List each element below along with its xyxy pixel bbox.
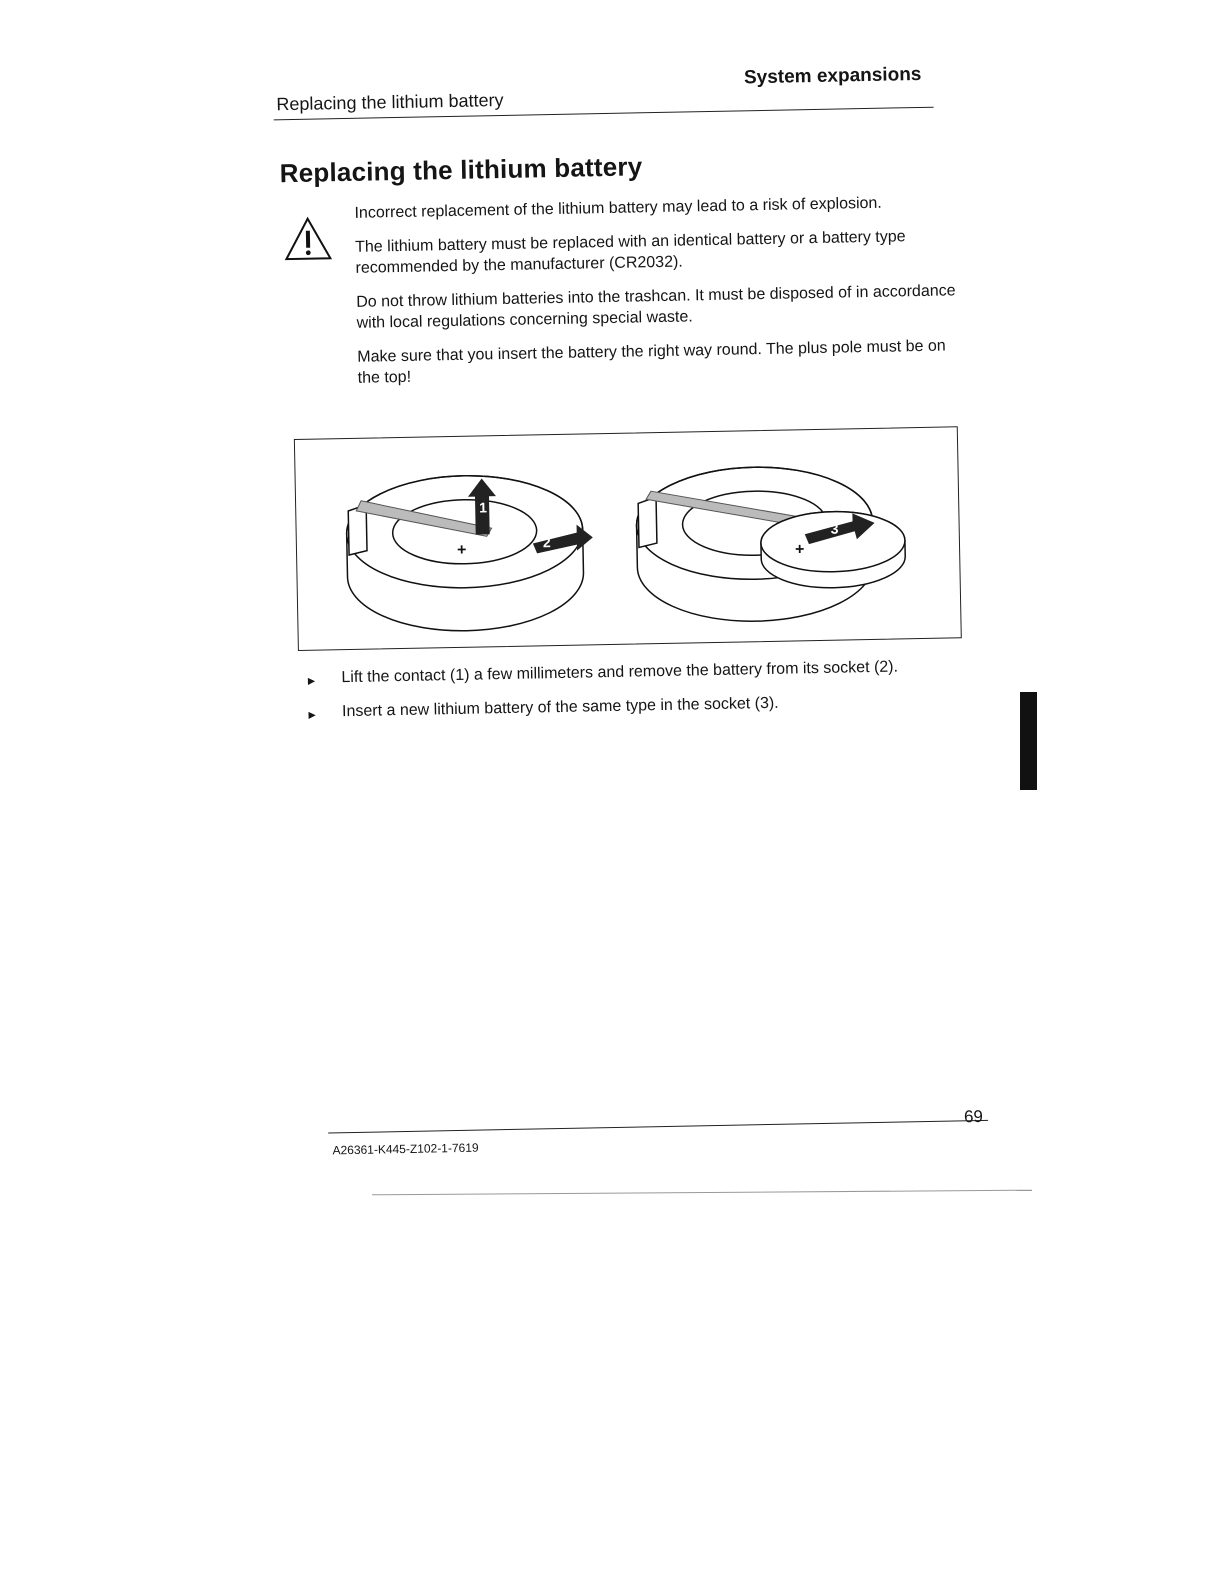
document-id: A26361-K445-Z102-1-7619: [332, 1140, 479, 1158]
warning-paragraph: Incorrect replacement of the lithium battery may lead to a risk of explosion.: [354, 194, 882, 222]
bullet-arrow-icon: ►: [306, 707, 319, 722]
list-item: [304, 690, 944, 723]
chapter-thumb-tab: [1020, 692, 1037, 790]
step-label-2: 2: [542, 534, 551, 551]
page-number: 69: [963, 1106, 984, 1127]
step-text: Lift the contact (1) a few millimeters and remove the battery from its socket (2).: [341, 658, 899, 687]
bullet-arrow-icon: ►: [305, 673, 318, 688]
list-item: [303, 656, 943, 689]
instruction-steps: [303, 656, 944, 736]
plus-sign-right: +: [794, 541, 805, 559]
battery-figure: [294, 426, 962, 651]
warning-paragraph: Do not throw lithium batteries into the trashcan. It must be disposed of in accordance with local regulations concerning special waste.: [356, 282, 956, 332]
running-header-chapter: System expansions: [743, 63, 922, 89]
warning-paragraph: The lithium battery must be replaced with an identical battery or a battery type recommended by the manufacturer (CR2032).: [355, 228, 906, 277]
step-label-1: 1: [479, 499, 488, 516]
battery-illustration: [295, 427, 961, 650]
step-text: Insert a new lithium battery of the same type in the socket (3).: [341, 694, 779, 721]
warning-paragraph: Make sure that you insert the battery the right way round. The plus pole must be on the top!: [357, 337, 946, 387]
warning-triangle-icon: [283, 215, 334, 262]
page-title: Replacing the lithium battery: [279, 151, 643, 189]
warning-block: [354, 191, 958, 401]
step-label-3: 3: [830, 520, 839, 537]
footer-rule: [328, 1120, 988, 1134]
running-header-section: Replacing the lithium battery: [276, 89, 504, 115]
plus-sign-left: +: [456, 541, 467, 559]
